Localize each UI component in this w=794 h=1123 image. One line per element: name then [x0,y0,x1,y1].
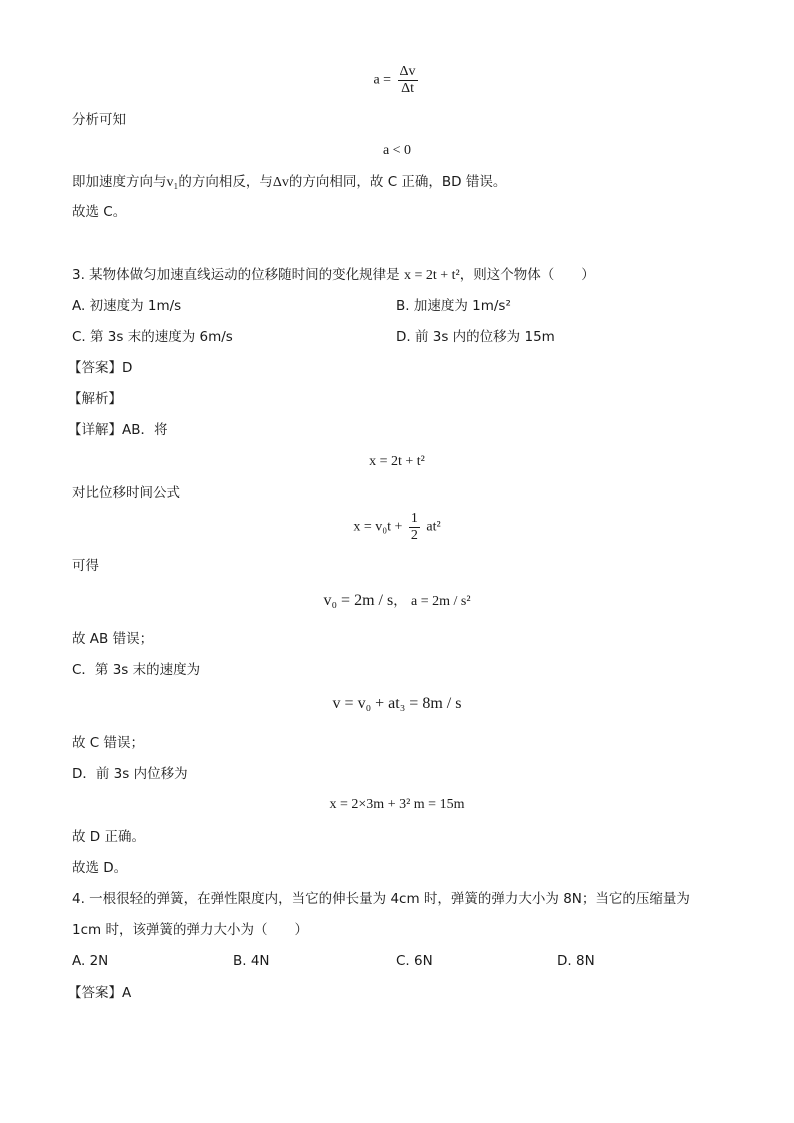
question-3 [72,266,595,285]
analysis-3-heading: 【解析】 [68,391,122,407]
numerator: Δv [399,64,416,79]
text-ab-wrong: 故 AB 错误； [72,631,154,647]
denominator: Δt [401,81,414,96]
symbol-v1: v₁ [166,175,179,190]
formula-displacement [0,511,794,544]
detail-3-heading: 【详解】AB．将 [68,422,168,438]
option-3d: D. 前 3s 内的位移为 15m [396,329,555,345]
text-d-right: 故 D 正确。 [72,829,145,845]
v0-value: v₀ = 2m / s [323,592,394,609]
question-4-line1: 4. 一根很轻的弹簧，在弹性限度内，当它的伸长量为 4cm 时，弹簧的弹力大小为 8N；当它的压缩量为 [72,891,690,907]
text-part: 的方向相反，与 [178,174,273,190]
text-obtain: 可得 [72,558,99,574]
a-value: a = 2m / s² [410,594,471,609]
text-direction [72,173,506,192]
formula-x-eq: x = 2t + t² [369,454,425,469]
text-part: 的方向相同，故 C 正确，BD 错误。 [288,174,507,190]
text-c-wrong: 故 C 错误； [72,735,145,751]
option-4c: C. 6N [396,953,433,969]
text-part: 即加速度方向与 [72,174,167,190]
option-3a: A. 初速度为 1m/s [72,298,182,314]
formula-rhs: at² [426,519,441,535]
acceleration-formula [0,64,794,97]
option-3b: B. 加速度为 1m/s² [396,298,511,314]
text-choose-c: 故选 C。 [72,204,127,220]
question-text-end: ，则这个物体（ ） [459,267,595,283]
formula-a-lt-0: a < 0 [382,143,412,158]
denominator: 2 [410,528,418,543]
fraction [398,64,418,97]
text-compare: 对比位移时间公式 [72,485,180,501]
formula-values [0,592,794,611]
fraction-half [409,511,420,544]
option-4b: B. 4N [233,953,270,969]
symbol-delta-v: Δv [272,175,289,190]
formula-displacement-calc: x = 2×3m + 3² m = 15m [329,797,465,812]
text-analysis: 分析可知 [72,112,126,128]
formula-lhs: x = v₀t + [353,519,403,535]
text-d-intro: D．前 3s 内位移为 [72,766,188,782]
text-choose-d: 故选 D。 [72,860,128,876]
formula-lhs: a = [373,72,392,88]
text-c-intro: C．第 3s 末的速度为 [72,662,201,678]
question-formula: x = 2t + t² [403,268,460,283]
numerator: 1 [410,511,418,526]
question-4-line2: 1cm 时，该弹簧的弹力大小为（ ） [72,922,308,938]
option-4d: D. 8N [557,953,595,969]
answer-4: 【答案】A [68,985,132,1001]
option-4a: A. 2N [72,953,109,969]
answer-3: 【答案】D [68,360,133,376]
formula-velocity: v = v₀ + at₃ = 8m / s [332,695,462,712]
option-3c: C. 第 3s 末的速度为 6m/s [72,329,233,345]
question-text: 3. 某物体做匀加速直线运动的位移随时间的变化规律是 [72,267,400,283]
separator: ， [393,593,407,609]
